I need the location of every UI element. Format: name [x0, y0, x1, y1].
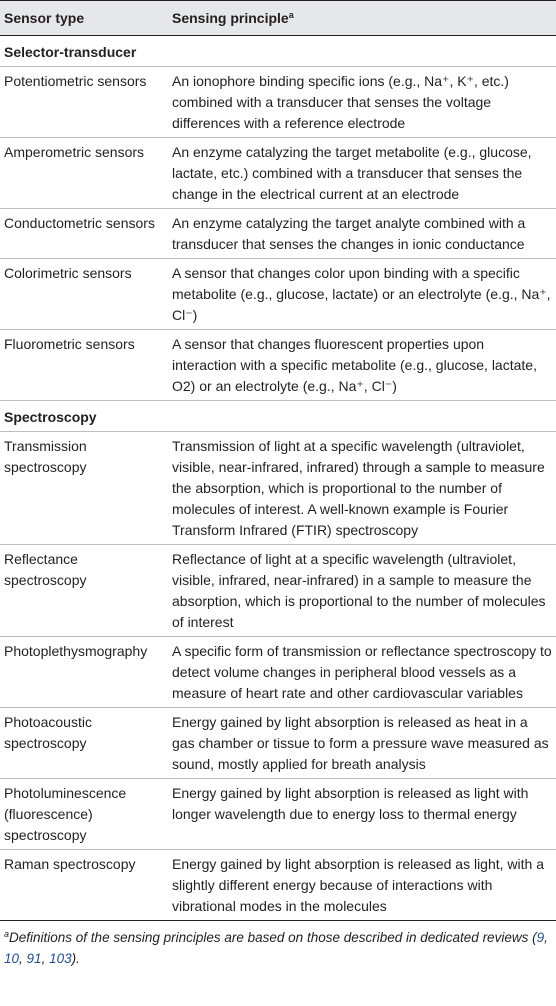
- footnote-marker: a: [4, 929, 10, 939]
- reference-link[interactable]: 9: [536, 930, 545, 945]
- reference-link[interactable]: 91: [26, 951, 42, 966]
- footnote-text: Definitions of the sensing principles are based on those described in dedicated reviews (: [9, 930, 537, 945]
- footnote-end: ).: [71, 951, 80, 966]
- header-footnote-marker: a: [288, 10, 294, 20]
- sensing-principle-cell: A sensor that changes color upon binding with a specific metabolite (e.g., glucose, lactate) or an electrolyte (e.g., Na⁺, Cl⁻): [164, 259, 556, 330]
- sensor-type-cell: Potentiometric sensors: [0, 67, 164, 138]
- sensing-principle-cell: A sensor that changes fluorescent properties upon interaction with a specific metabolite (e.g., glucose, lactate, O2) or an electrolyte (e.g., Na⁺, Cl⁻): [164, 330, 556, 401]
- table-row: [0, 138, 556, 209]
- sensing-principle-cell: Energy gained by light absorption is released as heat in a gas chamber or tissue to form a pressure wave measured as sound, mostly applied for breath analysis: [164, 708, 556, 779]
- section-title: Spectroscopy: [0, 401, 556, 432]
- sensing-principle-cell: A specific form of transmission or reflectance spectroscopy to detect volume changes in peripheral blood vessels as a measure of heart rate and other cardiovascular variables: [164, 637, 556, 708]
- sensing-principle-cell: Energy gained by light absorption is released as light with longer wavelength due to energy loss to thermal energy: [164, 779, 556, 850]
- table-body: [0, 36, 556, 921]
- table-row: [0, 259, 556, 330]
- table-row: [0, 432, 556, 545]
- table-row: [0, 708, 556, 779]
- header-sensing-principle: [164, 1, 556, 36]
- sensing-principle-cell: Energy gained by light absorption is released as light, with a slightly different energy because of interactions with vibrational modes in the molecules: [164, 850, 556, 921]
- table-row: [0, 330, 556, 401]
- sensor-type-cell: Fluorometric sensors: [0, 330, 164, 401]
- sensor-type-cell: Raman spectroscopy: [0, 850, 164, 921]
- header-sensing-principle-label: Sensing principle: [172, 10, 289, 26]
- sensing-principle-cell: Transmission of light at a specific wavelength (ultraviolet, visible, near-infrared, infrared) through a sample to measure the absorption, which is proportional to the number of molecules of interest. A well-known example is Fourier Transform Infrared (FTIR) spectroscopy: [164, 432, 556, 545]
- section-header-row: [0, 401, 556, 432]
- table-row: [0, 850, 556, 921]
- sensor-type-cell: Conductometric sensors: [0, 209, 164, 259]
- header-sensor-type: Sensor type: [0, 1, 164, 36]
- reference-link[interactable]: 10: [4, 951, 20, 966]
- sensing-principle-cell: Reflectance of light at a specific wavelength (ultraviolet, visible, infrared, near-infrared) in a sample to measure the absorption, which is proportional to the number of molecules of interest: [164, 545, 556, 637]
- table-row: [0, 637, 556, 708]
- table-header-row: [0, 1, 556, 36]
- sensor-type-cell: Reflectance spectroscopy: [0, 545, 164, 637]
- sensor-type-cell: Transmission spectroscopy: [0, 432, 164, 545]
- section-title: Selector-transducer: [0, 36, 556, 67]
- section-header-row: [0, 36, 556, 67]
- table-row: [0, 209, 556, 259]
- sensing-principle-cell: An ionophore binding specific ions (e.g., Na⁺, K⁺, etc.) combined with a transducer that senses the voltage differences with a reference electrode: [164, 67, 556, 138]
- sensor-type-cell: Photoluminescence (fluorescence) spectroscopy: [0, 779, 164, 850]
- reference-link[interactable]: 103: [49, 951, 72, 966]
- sensor-type-cell: Photoplethysmography: [0, 637, 164, 708]
- table-row: [0, 67, 556, 138]
- table-footnote: [0, 921, 556, 969]
- sensor-type-cell: Amperometric sensors: [0, 138, 164, 209]
- sensor-type-cell: Colorimetric sensors: [0, 259, 164, 330]
- table-row: [0, 545, 556, 637]
- sensing-principle-cell: An enzyme catalyzing the target metabolite (e.g., glucose, lactate, etc.) combined with a transducer that senses the change in the electrical current at an electrode: [164, 138, 556, 209]
- footnote-references: 9, 10, 91, 103: [4, 930, 548, 966]
- sensor-type-cell: Photoacoustic spectroscopy: [0, 708, 164, 779]
- table-row: [0, 779, 556, 850]
- sensing-principle-cell: An enzyme catalyzing the target analyte combined with a transducer that senses the changes in ionic conductance: [164, 209, 556, 259]
